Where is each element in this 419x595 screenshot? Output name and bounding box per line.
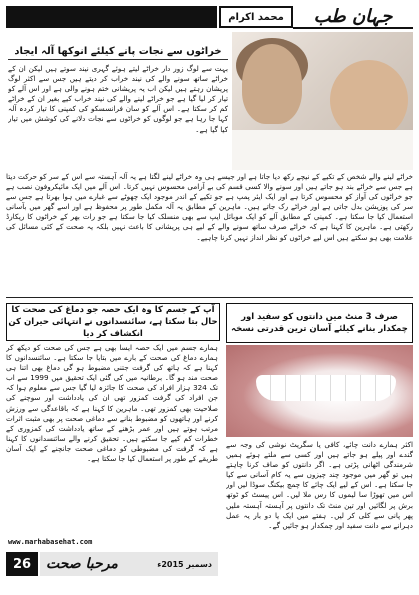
article2-body: اکثر ہمارے دانت چائے، کافی یا سگریٹ نوشی کی وجہ سے گندے اور پیلے ہو جاتے ہیں اور کسی سے ملتے ہوئے ہمیں شرمندگی اٹھانی پڑتی ہے۔ اگر دانتوں کو صاف کرنا چاہتے ہیں تو گھر میں موجود چند چیزوں سے یہ کام آسانی سے کیا جا سکتا ہے۔ اس کے لیے ایک چائے کا چمچ بیکنگ سوڈا لیں اور اس میں تھوڑا سا لیموں کا رس ملا لیں۔ اس پیسٹ کو ٹوتھ برش پر لگائیں اور تین منٹ تک دانتوں پر آہستہ آہستہ ملیں پھر پانی سے کلی کر لیں۔ ہفتے میں ایک یا دو بار یہ عمل دہرانے سے دانت سفید اور چمکدار ہو جائیں گے۔ (226, 440, 413, 530)
header-bar (6, 6, 217, 28)
article1-body: خراٹے لینے والے شخص کے تکیے کے نیچے رکھ دیا جاتا ہے اور جیسے ہی وہ خراٹے لینے لگتا ہے یہ آلہ آہستہ سے اس کے سر کو حرکت دیتا ہے جس سے خراٹے بند ہو جاتے ہیں اور سونے والا کسی قسم کی بے آرامی محسوس نہیں کرتا۔ اس آلے میں ایک مائیکروفون نصب ہے جو خراٹوں کی آواز کو محسوس کرتا ہے اور ایک ایئر پمپ ہے جو تکیے کے اندر موجود ایک چھوٹے سے غبارے میں ہوا بھرتا ہے جس سے سر کی پوزیشن بدل جاتی ہے اور خراٹے رک جاتے ہیں۔ ماہرین کے مطابق یہ آلہ مکمل طور پر محفوظ ہے اور اسے گھر میں بآسانی استعمال کیا جا سکتا ہے۔ کمپنی کے مطابق آلے کو ایک موبائل ایپ سے بھی منسلک کیا جا سکتا ہے جو رات بھر کے خراٹوں کا ریکارڈ رکھتی ہے۔ ماہرین کا کہنا ہے کہ خراٹے صرف ساتھ سونے والے کے لیے ہی پریشانی کا باعث نہیں بلکہ یہ صحت کے کئی مسائل کی علامت بھی ہو سکتے ہیں اس لیے خراٹوں کو نظر انداز نہیں کرنا چاہیے۔ (6, 172, 413, 242)
issue-date: دسمبر 2015ء (157, 559, 212, 569)
section-divider (6, 297, 413, 298)
magazine-logo: مرحبا صحت (46, 556, 118, 572)
couple-sleeping-photo (232, 32, 413, 170)
author-name: محمد اکرام (219, 6, 293, 28)
article3-title-box: آپ کے جسم کا وہ ایک حصہ جو دماغ کی صحت کا حال بتا سکتا ہے، سائنسدانوں نے انتہائی حیران کن انکشاف کر دیا (6, 303, 220, 341)
article1-headline: خراٹوں سے نجات پانے کیلئے انوکھا آلہ ایجاد (8, 44, 228, 60)
page-header (6, 6, 413, 28)
page-number: 26 (6, 552, 38, 576)
magazine-brand (40, 552, 218, 576)
article1-intro: بہت سے لوگ زور دار خراٹے لیتے ہوئے گہری نیند سوتے ہیں لیکن ان کے خراٹے ساتھ سونے والے کی نیند خراب کر دیتے ہیں جس سے اکثر لوگ پریشان رہتے ہیں لیکن اب یہ پریشانی ختم ہونے والی ہے اور اس آلے کو تیار کر لیا گیا ہے جو خراٹے لینے والے کی نیند خراب کیے بغیر ان کے خراٹے کم کر سکتا ہے۔ اس آلے کو سان فرانسسکو کی کمپنی کا تیار کردہ آلہ کہا جا رہا ہے جو لوگوں کو خراٹوں سے نجات دلانے کی کوشش میں تیار کیا گیا ہے۔ (8, 64, 228, 134)
article3-body: ہمارے جسم میں ایک حصہ ایسا بھی ہے جس کی صحت کو دیکھ کر ہمارے دماغ کی صحت کے بارے میں بتایا جا سکتا ہے۔ سائنسدانوں کا کہنا ہے کہ ہاتھ کی گرفت جتنی مضبوط ہو گی دماغ بھی اتنا ہی صحت مند ہو گا۔ برطانیہ میں کی گئی ایک تحقیق میں 1999 سے اب تک 324 ہزار افراد کی صحت کا جائزہ لیا گیا جس سے معلوم ہوا کہ جن افراد کی گرفت کمزور تھی ان کی یادداشت اور سوچنے کی صلاحیت بھی کمزور تھی۔ ماہرین کا کہنا ہے کہ باقاعدگی سے ورزش کرنے اور ہاتھوں کو مضبوط بنانے سے دماغی صحت پر بھی مثبت اثرات مرتب ہوتے ہیں اور عمر بڑھنے کے ساتھ یادداشت کی کمزوری کے خطرات کم کیے جا سکتے ہیں۔ تحقیق کرنے والے سائنسدانوں کا کہنا ہے کہ گرفت کی مضبوطی کو دماغی صحت جانچنے کے ایک آسان طریقے کے طور پر استعمال کیا جا سکتا ہے۔ (6, 343, 218, 464)
article2-title-box: صرف 3 منٹ میں دانتوں کو سفید اور چمکدار بنانے کیلئے آسان ترین قدرتی نسخہ (226, 303, 413, 343)
page-footer (6, 550, 218, 578)
section-title: جہان طب (293, 5, 413, 29)
teeth-smile-photo (226, 345, 413, 437)
website-url: www.marhabasehat.com (8, 538, 93, 546)
